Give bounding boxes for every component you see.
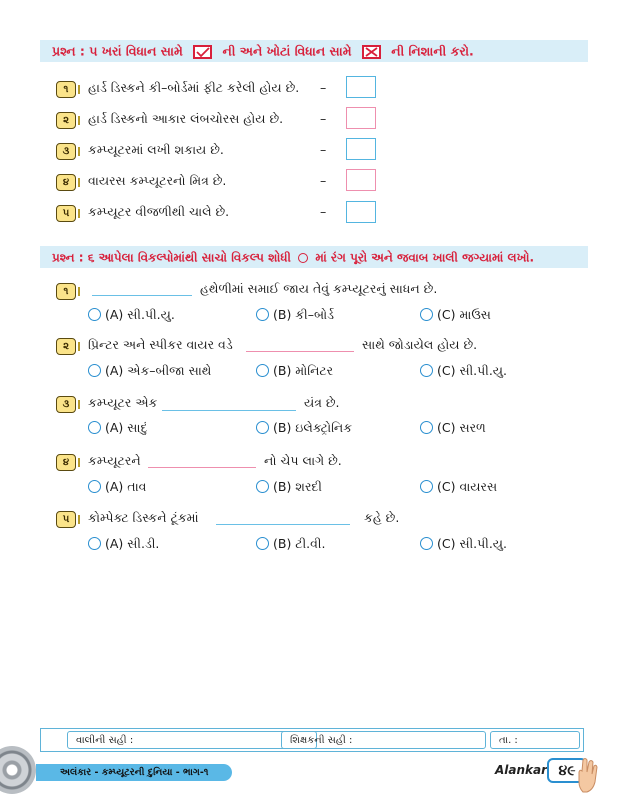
q6-item-4-option-b[interactable] — [256, 479, 322, 495]
q6-item-5-blank[interactable] — [216, 524, 350, 525]
radio-circle-icon — [88, 480, 101, 493]
radio-circle-icon — [256, 537, 269, 550]
q5-header-mid: ની અને ખોટાં વિધાન સામે — [222, 43, 352, 59]
q6-item-4-after: નો ચેપ લાગે છે. — [264, 453, 342, 468]
radio-circle-icon — [88, 421, 101, 434]
radio-circle-icon — [256, 421, 269, 434]
option-label: (A) એક–બીજા સાથે — [105, 363, 212, 378]
q6-item-2-before: પ્રિન્ટર અને સ્પીકર વાયર વડે — [88, 337, 233, 352]
cross-mark-icon — [362, 45, 381, 59]
question-5-header — [40, 40, 588, 62]
option-label: (C) સરળ — [437, 420, 486, 435]
date-field[interactable] — [490, 731, 580, 749]
q6-item-3-blank[interactable] — [162, 410, 296, 411]
q6-item-5-option-a[interactable] — [88, 536, 159, 552]
q6-item-1-option-b[interactable] — [256, 307, 334, 323]
q5-item-1-dash: – — [320, 80, 327, 95]
radio-circle-icon — [420, 421, 433, 434]
teacher-signature-label: શિક્ષકની સહી : — [290, 735, 353, 746]
q5-item-3-dash: – — [320, 142, 327, 157]
option-label: (C) માઉસ — [437, 307, 491, 322]
radio-circle-icon — [88, 308, 101, 321]
q5-item-1-text: હાર્ડ ડિસ્કને કી–બોર્ડમાં ફીટ કરેલી હોય છે. — [88, 80, 300, 95]
q5-item-2-text: હાર્ડ ડિસ્કનો આકાર લંબચોરસ હોય છે. — [88, 111, 284, 126]
radio-circle-icon — [88, 364, 101, 377]
cd-disc-icon — [0, 746, 36, 794]
date-label: તા. : — [499, 735, 518, 746]
q5-item-3-text: કમ્પ્યૂટરમાં લખી શકાય છે. — [88, 142, 224, 157]
option-label: (A) સી.પી.યુ. — [105, 307, 175, 322]
q5-item-4-answer-box[interactable] — [346, 169, 376, 191]
option-label: (B) મોનિટર — [273, 363, 334, 378]
question-6-header — [40, 246, 588, 268]
q6-item-1-after: હથેળીમાં સમાઈ જાય તેવું કમ્પ્યૂટરનું સાધન છે. — [200, 281, 438, 296]
q5-item-2-answer-box[interactable] — [346, 107, 376, 129]
q5-item-2-dash: – — [320, 111, 327, 126]
teacher-signature-field[interactable] — [281, 731, 486, 749]
q6-item-5-after: કહે છે. — [364, 510, 400, 525]
q5-item-1-number: ૧ — [56, 81, 76, 98]
option-label: (B) કી–બોર્ડ — [273, 307, 334, 322]
q6-item-1-option-c[interactable] — [420, 307, 491, 323]
q6-item-2-option-b[interactable] — [256, 363, 333, 379]
tick-mark-icon — [193, 45, 212, 59]
q6-item-1-number: ૧ — [56, 283, 76, 300]
option-label: (A) સી.ડી. — [105, 536, 160, 551]
q6-item-5-option-c[interactable] — [420, 536, 507, 552]
radio-circle-icon — [420, 364, 433, 377]
q6-item-2-option-c[interactable] — [420, 363, 507, 379]
radio-circle-icon — [420, 537, 433, 550]
q6-item-3-option-b[interactable] — [256, 420, 352, 436]
q6-item-5-number: ૫ — [56, 511, 76, 528]
option-label: (B) શરદી — [273, 479, 322, 494]
q5-item-5-answer-box[interactable] — [346, 201, 376, 223]
brand-name: Alankar — [495, 763, 548, 777]
q6-header-pre: પ્રશ્ન : ૬ આપેલા વિકલ્પોમાંથી સાચો વિકલ્પ શોધી — [52, 250, 291, 265]
page-number-text: ૪૯ — [558, 763, 576, 779]
q6-item-1-blank[interactable] — [92, 295, 192, 296]
q6-item-3-before: કમ્પ્યૂટર એક — [88, 395, 158, 410]
radio-circle-icon — [88, 537, 101, 550]
q6-item-3-option-a[interactable] — [88, 420, 147, 436]
q5-item-5-dash: – — [320, 204, 327, 219]
q5-header-pre: પ્રશ્ન : ૫ ખરાં વિધાન સામે — [52, 43, 183, 59]
pointing-hand-icon — [575, 756, 599, 796]
q6-item-3-after: યંત્ર છે. — [304, 395, 340, 410]
q6-item-2-after: સાથે જોડાયેલ હોય છે. — [362, 337, 478, 352]
parent-signature-field[interactable] — [67, 731, 317, 749]
radio-circle-icon — [256, 364, 269, 377]
q6-item-5-option-b[interactable] — [256, 536, 325, 552]
q6-item-3-number: ૩ — [56, 396, 76, 413]
radio-circle-icon — [420, 308, 433, 321]
q6-item-4-option-c[interactable] — [420, 479, 497, 495]
option-label: (C) સી.પી.યુ. — [437, 363, 508, 378]
option-label: (C) વાયરસ — [437, 479, 498, 494]
q6-item-5-before: કોમ્પેક્ટ ડિસ્કને ટૂંકમાં — [88, 510, 199, 525]
q5-item-3-answer-box[interactable] — [346, 138, 376, 160]
option-label: (A) તાવ — [105, 479, 147, 494]
q5-item-2-number: ૨ — [56, 112, 76, 129]
q6-item-4-blank[interactable] — [148, 467, 256, 468]
series-title-strip — [36, 764, 232, 781]
series-title: અલંકાર - કમ્પ્યૂટરની દુનિયા - ભાગ-૧ — [60, 767, 209, 778]
q5-item-1-answer-box[interactable] — [346, 76, 376, 98]
q5-item-4-text: વાયરસ કમ્પ્યૂટરનો મિત્ર છે. — [88, 173, 227, 188]
signature-bar — [40, 728, 584, 752]
q6-item-2-blank[interactable] — [246, 351, 354, 352]
q5-item-5-number: ૫ — [56, 205, 76, 222]
q5-item-5-text: કમ્પ્યૂટર વીજળીથી ચાલે છે. — [88, 204, 230, 219]
q5-item-4-dash: – — [320, 173, 327, 188]
option-label: (A) સાદું — [105, 420, 148, 435]
q6-item-4-before: કમ્પ્યૂટરને — [88, 453, 141, 468]
radio-circle-icon — [256, 308, 269, 321]
q6-item-2-option-a[interactable] — [88, 363, 211, 379]
option-label: (B) ટી.વી. — [273, 536, 326, 551]
parent-signature-label: વાલીની સહી : — [76, 735, 134, 746]
q6-item-1-option-a[interactable] — [88, 307, 175, 323]
circle-option-icon — [298, 253, 308, 263]
q5-header-post: ની નિશાની કરો. — [391, 43, 474, 59]
q6-header-post: માં રંગ પૂરો અને જવાબ ખાલી જગ્યામાં લખો. — [315, 250, 535, 265]
q5-item-3-number: ૩ — [56, 143, 76, 160]
radio-circle-icon — [256, 480, 269, 493]
q5-item-4-number: ૪ — [56, 174, 76, 191]
q6-item-2-number: ૨ — [56, 338, 76, 355]
radio-circle-icon — [420, 480, 433, 493]
option-label: (B) ઇલેક્ટ્રોનિક — [273, 420, 353, 435]
q6-item-3-option-c[interactable] — [420, 420, 486, 436]
q6-item-4-number: ૪ — [56, 454, 76, 471]
option-label: (C) સી.પી.યુ. — [437, 536, 508, 551]
q6-item-4-option-a[interactable] — [88, 479, 146, 495]
